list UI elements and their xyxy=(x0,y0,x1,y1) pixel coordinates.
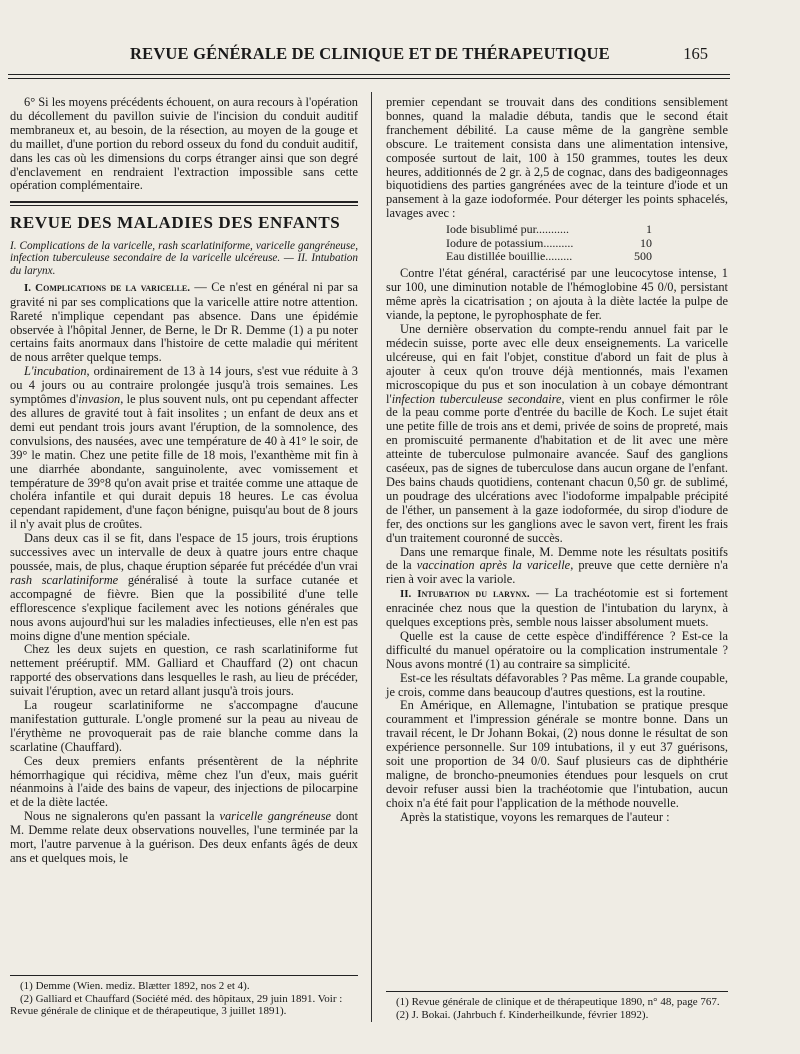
paragraph-text: Nous ne signalerons qu'en passant la xyxy=(24,809,220,824)
paragraph: Quelle est la cause de cette espèce d'indifférence ? Est-ce la difficulté du manuel opératoire ou la complication instrumentale ? Nous avons montré (1) au contraire sa simplicité. xyxy=(386,628,728,671)
paragraph-text: — Ce n'est en général ni par sa gravité ni par ses complications que la varicelle attire notre attention. Rareté n'implique cependant pas absence. Dans une épidémie observée à l'hôpital Jenner, de Berne, le Dr R. Demme (1) a pu noter certains faits anormaux dans l'histoire de cette maladie qui méritent de nous arrêter quelque temps. xyxy=(10,279,358,365)
footnotes-left xyxy=(10,980,358,1018)
prescription-formula xyxy=(446,223,728,263)
paragraph-text: — La trachéotomie est si fortement enracinée chez nous que la question de l'intubation du larynx, à quelques exceptions près, semble nous laisser absolument muets. xyxy=(386,586,728,630)
paragraph: En Amérique, en Allemagne, l'intubation se pratique presque couramment et l'impression générale se montre bonne. Dans un travail récent, le Dr Johann Bokai, (2) nous donne le résultat de son expérience personnelle. Sur 109 intubations, il y eut 37 guérisons, soit une proportion de 34 0/0. Sauf plusieurs cas de diphthérie maligne, de broncho-pneumonies étendues pour lesquels on crut devoir refuser aussi bien la trachéotomie que l'intubation, aucun choix n'a été fait pour l'application de la méthode nouvelle. xyxy=(386,698,728,810)
footnote: (1) Revue générale de clinique et de thérapeutique 1890, n° 48, page 767. xyxy=(396,996,720,1008)
paragraph: premier cependant se trouvait dans des conditions sensiblement bonnes, quand la maladie débuta, tandis que le second était franchement débilité. La cause même de la gangrène semble obscure. Le traitement consista dans une alimentation intensive, composée surtout de lait, 100 à 150 grammes, toutes les deux heures, additionnés de 2 gr. à 2,5 de cognac, dans des badigeonnages biquotidiens des parties gangrénées avec de la teinture d'iode et un pansement à la gaze iodoformée. Pour déterger les points sphacelés, lavages avec : xyxy=(386,95,728,221)
footnote: (2) Galliard et Chauffard (Société méd. des hôpitaux, 29 juin 1891. Voir : Revue générale de clinique et de thérapeutique, 3 juillet 1891). xyxy=(10,992,343,1017)
running-title: REVUE GÉNÉRALE DE CLINIQUE ET DE THÉRAPEUTIQUE xyxy=(130,44,610,63)
emphasis: rash scarlatiniforme xyxy=(10,572,119,587)
paragraph: La rougeur scarlatiniforme ne s'accompagne d'aucune manifestation gutturale. L'ongle promené sur la peau au niveau de l'érythème ne provoquerait pas de raie blanche comme dans la scarlatine (Chauffard). xyxy=(10,698,358,754)
page-number: 165 xyxy=(683,44,708,63)
formula-ingredient: Iode bisublimé pur........... xyxy=(446,223,569,237)
right-column xyxy=(386,96,728,825)
paragraph: 6° Si les moyens précédents échouent, on aura recours à l'opération du décollement du pavillon suivie de l'incision du conduit auditif membraneux et, au besoin, de la résection, au moyen de la gouge et du maillet, d'une portion du rebord osseux du fond du conduit auditif, dans les cas où les dimensions du corps étranger ainsi que son degré d'enclavement en rendraient l'extraction impossible sans cette opération complémentaire. xyxy=(10,95,358,193)
paragraph: Ces deux premiers enfants présentèrent de la néphrite hémorrhagique qui récidiva, même chez l'un d'eux, mais guérit néanmoins à l'aide des bains de vapeur, des injections de pilocarpine et de la diète lactée. xyxy=(10,753,358,810)
emphasis: invasion xyxy=(78,392,121,407)
section-rule xyxy=(10,201,358,203)
paragraph-text: dont M. Demme relate deux observations nouvelles, l'une terminée par la mort, l'autre parvenue à la guérison. Des deux enfants âgés de deux ans et quelques mois, le xyxy=(10,809,358,866)
paragraph-text: , vient en plus confirmer le rôle de la peau comme porte d'entrée du bacille de Koch. Le sujet était une petite fille de trois ans et demi, privée de soins de propreté, mais en promiscuité permanente d'habitation et de lit avec une mère atteinte de tuberculose pulmonaire avancée. Sauf des ganglions caséeux, pas de signes de tuberculose dans aucun organe de l'enfant. Des bains chauds quotidiens, contenant chacun 0,50 gr. de sublimé, un poudrage des ulcérations avec l'iodoforme impalpable précipité de l'éther, un pansement à la gaze iodoformée, du sirop d'iodure de fer, des onctions sur les ganglions avec le savon vert, firent les frais d'un traitement couronné de succès. xyxy=(386,391,728,545)
paragraph-text: généralisé à toute la surface cutanée et accompagné de fièvre. Bien que la possibilité d'une telle efflorescence s'explique facilement avec les notions générales que nous avons aujourd'hui sur les maladies infectieuses, elle n'en est pas moins digne d'une mention spéciale. xyxy=(10,572,358,643)
paragraph-text: Dans une remarque finale, M. Demme note les résultats positifs de la xyxy=(386,544,728,573)
paragraph xyxy=(10,532,358,643)
section-rule-thin xyxy=(10,205,358,206)
paragraph xyxy=(10,810,358,866)
running-head xyxy=(0,44,800,70)
subsection-heading: II. Intubation du larynx. xyxy=(400,588,530,601)
paragraph-text: Une dernière observation du compte-rendu annuel fait par le médecin suisse, porte avec elle deux enseignements. La varicelle ulcéreuse, qui en fait l'objet, constitue d'abord un fait de plus à ajouter à ceux qu'on trouve déjà mentionnés, mais l'examen microscopique du pus et son inoculation à un cobaye démontrant l' xyxy=(386,322,728,406)
paragraph: Contre l'état général, caractérisé par une leucocytose intense, 1 sur 100, une diminution notable de l'hémoglobine 45 0/0, persistant même après la cicatrisation ; on ajouta à la diète lactée la pulpe de viande, la peptone, le pyrophosphate de fer. xyxy=(386,266,728,323)
left-column xyxy=(10,96,358,866)
footnote: (1) Demme (Wien. mediz. Blætter 1892, nos 2 et 4). xyxy=(20,980,250,992)
header-rule-thin xyxy=(8,78,730,79)
paragraph: Après la statistique, voyons les remarques de l'auteur : xyxy=(400,809,670,824)
formula-row xyxy=(446,223,652,236)
paragraph xyxy=(386,546,728,588)
paragraph: Chez les deux sujets en question, ce rash scarlatiniforme fut nettement prééruptif. MM. Galliard et Chauffard (2) ont chacun rapporté des observations dans lesquelles le rash, au lieu de précéder, suivait l'éruption, avec un retard allant jusqu'à trois jours. xyxy=(10,642,358,699)
emphasis: infection tuberculeuse secondaire xyxy=(391,391,562,406)
footnote-rule xyxy=(386,991,728,992)
paragraph xyxy=(386,587,728,630)
formula-quantity: 500 xyxy=(634,248,652,263)
formula-row xyxy=(446,250,652,263)
header-rule xyxy=(8,74,730,75)
formula-quantity: 1 xyxy=(646,222,652,237)
formula-ingredient: Iodure de potassium.......... xyxy=(446,236,574,250)
emphasis: varicelle gangréneuse xyxy=(219,809,332,824)
emphasis: vaccination après la varicelle xyxy=(416,558,571,573)
footnote-rule xyxy=(10,975,358,976)
formula-row xyxy=(446,237,652,250)
paragraph-text: Dans deux cas il se fit, dans l'espace de 15 jours, trois éruptions successives avec un intervalle de deux à quatre jours entre chaque poussée, mais, de plus, chaque éruption séparée fut précédée d'un vrai xyxy=(10,531,358,573)
paragraph xyxy=(386,323,728,546)
paragraph xyxy=(10,281,358,365)
paragraph xyxy=(10,365,358,532)
footnote: (2) J. Bokai. (Jahrbuch f. Kinderheilkunde, février 1892). xyxy=(396,1008,649,1021)
paragraph-text: , le plus souvent nuls, ont pu cependant affecter des allures de gravité tout à fait insolites ; un enfant de deux ans et demi eut pendant trois jours avant l'éruption, de la somnolence, des convulsions, des nausées, avec une température de 40 à 41° le soir, de 39° le matin. Chez une petite fille de 18 mois, l'exanthème mit fin à une diarrhée abondante, sanguinolente, avec vomissement et température de 39°8 qu'on avait prise et traitée comme une attaque de choléra infantile et qui durait depuis 18 heures. Le cas évolua cependant rapidement, d'une façon bénigne, puisqu'au bout de 8 jours il n'y avait plus de croûtes. xyxy=(10,392,358,532)
formula-quantity: 10 xyxy=(640,235,652,250)
column-divider xyxy=(371,92,372,1022)
paragraph-text: , preuve que cette dernière n'a rien à voir avec la variole. xyxy=(386,558,728,587)
section-title: REVUE DES MALADIES DES ENFANTS xyxy=(10,213,341,233)
emphasis: L'incubation xyxy=(24,364,87,379)
paragraph-text: , ordinairement de 13 à 14 jours, s'est vue réduite à 3 ou 4 jours ou au contraire prolongée jusqu'à trois semaines. Les symptômes d' xyxy=(10,364,358,407)
footnotes-right xyxy=(386,996,728,1021)
paragraph: Est-ce les résultats défavorables ? Pas même. La grande coupable, je crois, comme dans beaucoup d'autres questions, est la routine. xyxy=(386,670,728,699)
formula-ingredient: Eau distillée bouillie......... xyxy=(446,249,573,263)
subsection-heading: I. Complications de la varicelle. xyxy=(24,281,190,294)
section-summary: I. Complications de la varicelle, rash scarlatiniforme, varicelle gangréneuse, infection tuberculeuse secondaire de la varicelle ulcéreuse. — II. Intubation du larynx. xyxy=(10,240,358,277)
